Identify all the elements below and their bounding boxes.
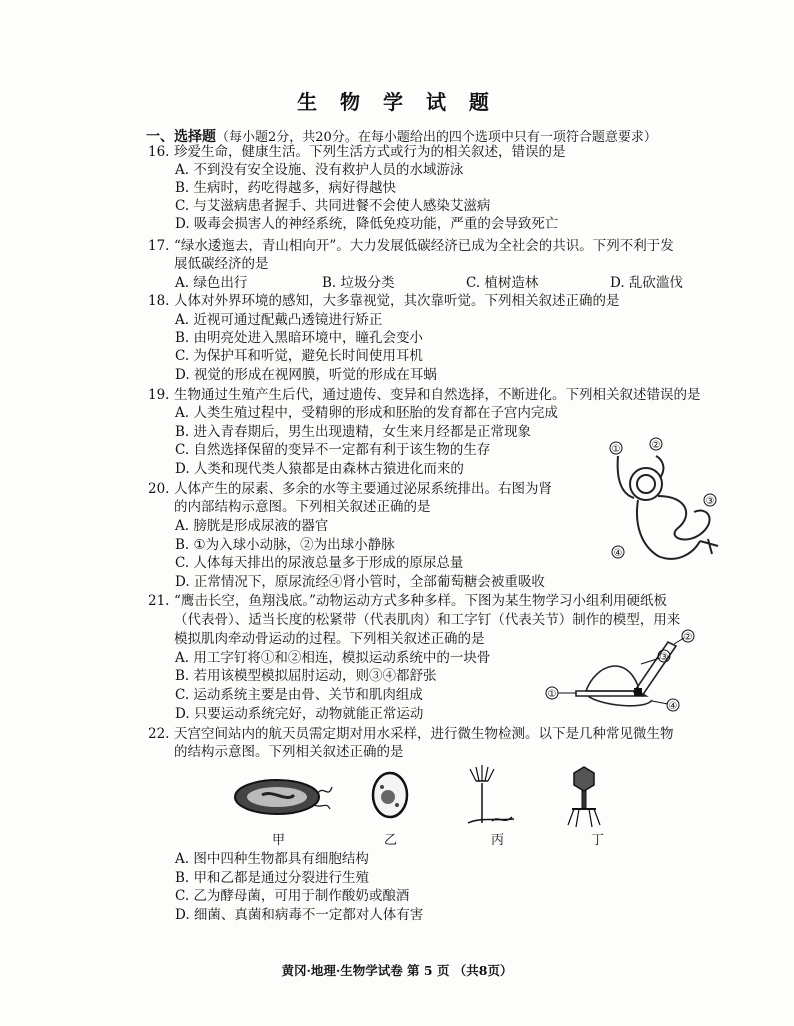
q19-option-a: A. 人类生殖过程中，受精卵的形成和胚胎的发育都在子宫内完成 [175, 405, 558, 421]
q20-option-b: B. ①为入球小动脉，②为出球小静脉 [175, 537, 395, 553]
page-footer: 黄冈·地理·生物学试卷 第 5 页 （共8页） [281, 963, 513, 978]
q21-number: 21. [148, 593, 170, 609]
q21-option-a: A. 用工字钉将①和②相连，模拟运动系统中的一块骨 [175, 650, 491, 666]
q21-option-c: C. 运动系统主要是由骨、关节和肌肉组成 [175, 687, 423, 703]
microbe-label-jia: 甲 [272, 833, 286, 848]
q16-number: 16. [148, 144, 170, 160]
yeast-illustration [373, 773, 407, 817]
q17-option-a: A. 绿色出行 [175, 275, 248, 291]
section-note: （每小题2分，共20分。在每小题给出的四个选项中只有一项符合题意要求） [216, 130, 657, 145]
q20-option-c: C. 人体每天排出的尿液总量多于形成的原尿总量 [175, 555, 464, 571]
muscle-band-lower [588, 696, 652, 706]
q18-option-d: D. 视觉的形成在视网膜，听觉的形成在耳蜗 [175, 367, 437, 383]
q20-number: 20. [148, 481, 170, 497]
q18-option-c: C. 为保护耳和听觉，避免长时间使用耳机 [175, 348, 423, 364]
model-label-4: ④ [668, 701, 678, 712]
kidney-nephron-diagram [598, 436, 738, 576]
q19-option-d: D. 人类和现代类人猿都是由森林古猿进化而来的 [175, 461, 464, 477]
kidney-label-4: ④ [613, 548, 623, 559]
q18-option-b: B. 由明亮处进入黑暗环境中，瞳孔会变小 [175, 330, 424, 346]
microbe-label-bing: 丙 [491, 833, 505, 848]
glomerulus-inner [637, 475, 655, 493]
q17-option-d: D. 乱砍滥伐 [610, 275, 683, 291]
kidney-label-2: ② [651, 440, 661, 451]
q17-stem-line2: 展低碳经济的是 [174, 256, 269, 272]
q16-stem: 珍爱生命，健康生活。下列生活方式或行为的相关叙述，错误的是 [174, 144, 566, 160]
q22-option-c: C. 乙为酵母菌，可用于制作酸奶或酿酒 [175, 888, 410, 904]
q19-option-b: B. 进入青春期后，男生出现遗精，女生来月经都是正常现象 [175, 424, 532, 440]
q17-stem-line1: “绿水逶迤去，青山相向开”。大力发展低碳经济已成为全社会的共识。下列不利于发 [174, 238, 674, 254]
q18-option-a: A. 近视可通过配戴凸透镜进行矫正 [175, 312, 383, 328]
bacteriophage-illustration [568, 767, 600, 827]
q22-option-b: B. 甲和乙都是通过分裂进行生殖 [175, 870, 370, 886]
model-label-2: ② [683, 632, 693, 643]
q20-option-d: D. 正常情况下，原尿流经④肾小管时，全部葡萄糖会被重吸收 [175, 574, 545, 590]
bone-board-2 [634, 642, 676, 696]
q21-stem-line3: 模拟肌肉牵动骨运动的过程。下列相关叙述正确的是 [174, 631, 485, 647]
label-4-leader [652, 701, 668, 704]
section-heading: 一、选择题 [146, 129, 216, 145]
q16-option-b: B. 生病时，药吃得越多，病好得越快 [175, 180, 397, 196]
q16-option-d: D. 吸毒会损害人的神经系统，降低免疫功能，严重的会导致死亡 [175, 216, 559, 232]
microbe-label-yi: 乙 [384, 833, 398, 848]
microbes-diagram [232, 765, 612, 835]
q22-stem-line1: 天宫空间站内的航天员需定期对用水采样，进行微生物检测。以下是几种常见微生物 [174, 726, 674, 742]
q18-stem: 人体对外界环境的感知，大多靠视觉，其次靠听觉。下列相关叙述正确的是 [174, 293, 620, 309]
muscle-bone-model-diagram [547, 632, 706, 714]
q18-number: 18. [148, 293, 170, 309]
q17-number: 17. [148, 238, 170, 254]
q19-stem: 生物通过生殖产生后代，通过遗传、变异和自然选择，不断进化。下列相关叙述错误的是 [174, 387, 701, 403]
microbe-label-ding: 丁 [591, 833, 605, 848]
q20-stem-line2: 的内部结构示意图。下列相关叙述正确的是 [174, 499, 431, 515]
q19-number: 19. [148, 387, 170, 403]
model-label-1: ① [547, 689, 557, 700]
q20-option-a: A. 膀胱是形成尿液的器官 [175, 518, 329, 534]
bacterium-illustration [235, 780, 332, 814]
mold-illustration [468, 765, 514, 823]
q22-option-d: D. 细菌、真菌和病毒不一定都对人体有害 [175, 907, 424, 923]
glomerulus [630, 468, 662, 500]
q22-stem-line2: 的结构示意图。下列相关叙述正确的是 [174, 744, 404, 760]
tubule-end [700, 539, 718, 554]
q16-option-c: C. 与艾滋病患者握手、共同进餐不会使人感染艾滋病 [175, 198, 491, 214]
model-label-3: ③ [659, 652, 669, 663]
q22-option-a: A. 图中四种生物都具有细胞结构 [175, 851, 369, 867]
q16-option-a: A. 不到没有安全设施、没有救护人员的水域游泳 [175, 162, 464, 178]
pin-joint [634, 688, 642, 696]
q21-stem-line1: “鹰击长空，鱼翔浅底。”动物运动方式多种多样。下图为某生物学习小组利用硬纸板 [174, 593, 668, 609]
q19-option-c: C. 自然选择保留的变异不一定都有利于该生物的生存 [175, 442, 491, 458]
q17-option-b: B. 垃圾分类 [322, 275, 395, 291]
kidney-label-1: ① [611, 444, 621, 455]
q22-number: 22. [148, 726, 170, 742]
renal-tubule [658, 496, 710, 540]
q21-option-b: B. 若用该模型模拟屈肘运动，则③④都舒张 [175, 668, 437, 684]
q21-option-d: D. 只要运动系统完好，动物就能正常运动 [175, 706, 424, 722]
page-title: 生 物 学 试 题 [297, 90, 497, 114]
q20-stem-line1: 人体产生的尿素、多余的水等主要通过泌尿系统排出。右图为肾 [174, 481, 552, 497]
q21-stem-line2: （代表骨）、适当长度的松紧带（代表肌肉）和工字钉（代表关节）制作的模型，用来 [174, 612, 681, 628]
kidney-label-3: ③ [705, 496, 715, 507]
label-3-leader [641, 658, 660, 664]
collecting-duct [637, 500, 700, 559]
muscle-band-upper [586, 666, 638, 691]
q17-option-c: C. 植树造林 [466, 275, 539, 291]
